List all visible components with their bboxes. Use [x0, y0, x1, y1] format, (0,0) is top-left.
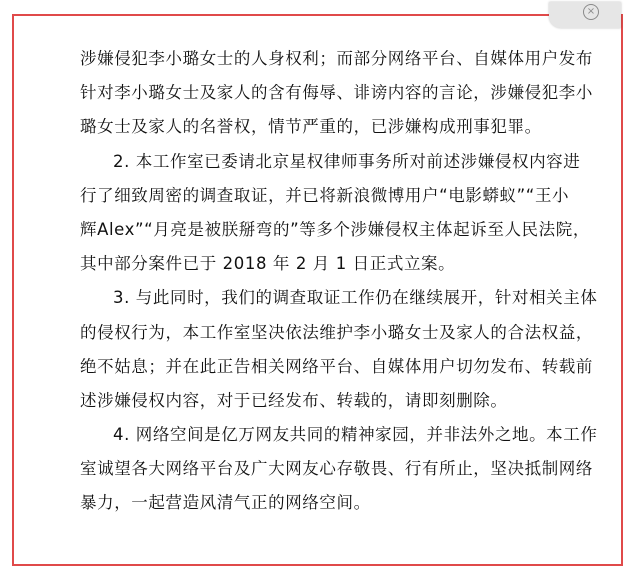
text-line: 绝不姑息；并在此正告相关网络平台、自媒体用户切勿发布、转载前 [80, 356, 593, 376]
text-line: 辉Alex”“月亮是被朕掰弯的”等多个涉嫌侵权主体起诉至人民法院， [80, 219, 590, 239]
text-line: 暴力，一起营造风清气正的网络空间。 [80, 493, 371, 513]
close-icon[interactable]: × [583, 4, 599, 20]
text-line: 述涉嫌侵权内容，对于已经发布、转载的，请即刻删除。 [80, 390, 508, 410]
paragraph-3-start: 3. 与此同时，我们的调查取证工作仍在继续展开，针对相关主体 [113, 288, 598, 308]
text-line: 璐女士及家人的名誉权，情节严重的，已涉嫌构成刑事犯罪。 [80, 117, 542, 137]
paragraph-2-start: 2. 本工作室已委请北京星权律师事务所对前述涉嫌侵权内容进 [113, 151, 581, 171]
close-tab[interactable] [549, 2, 621, 28]
text-line: 其中部分案件已于 2018 年 2 月 1 日正式立案。 [80, 254, 456, 274]
text-line: 的侵权行为，本工作室坚决依法维护李小璐女士及家人的合法权益， [80, 322, 593, 342]
text-line: 行了细致周密的调查取证，并已将新浪微博用户“电影蟒蚁”“王小 [80, 185, 570, 205]
text-line: 针对李小璐女士及家人的含有侮辱、诽谤内容的言论，涉嫌侵犯李小 [80, 83, 593, 103]
paragraph-4-start: 4. 网络空间是亿万网友共同的精神家园，并非法外之地。本工作 [113, 425, 598, 445]
text-line: 室诚望各大网络平台及广大网友心存敬畏、行有所止，坚决抵制网络 [80, 459, 593, 479]
text-line: 涉嫌侵犯李小璐女士的人身权利；而部分网络平台、自媒体用户发布 [80, 49, 593, 68]
document-body [80, 42, 598, 521]
